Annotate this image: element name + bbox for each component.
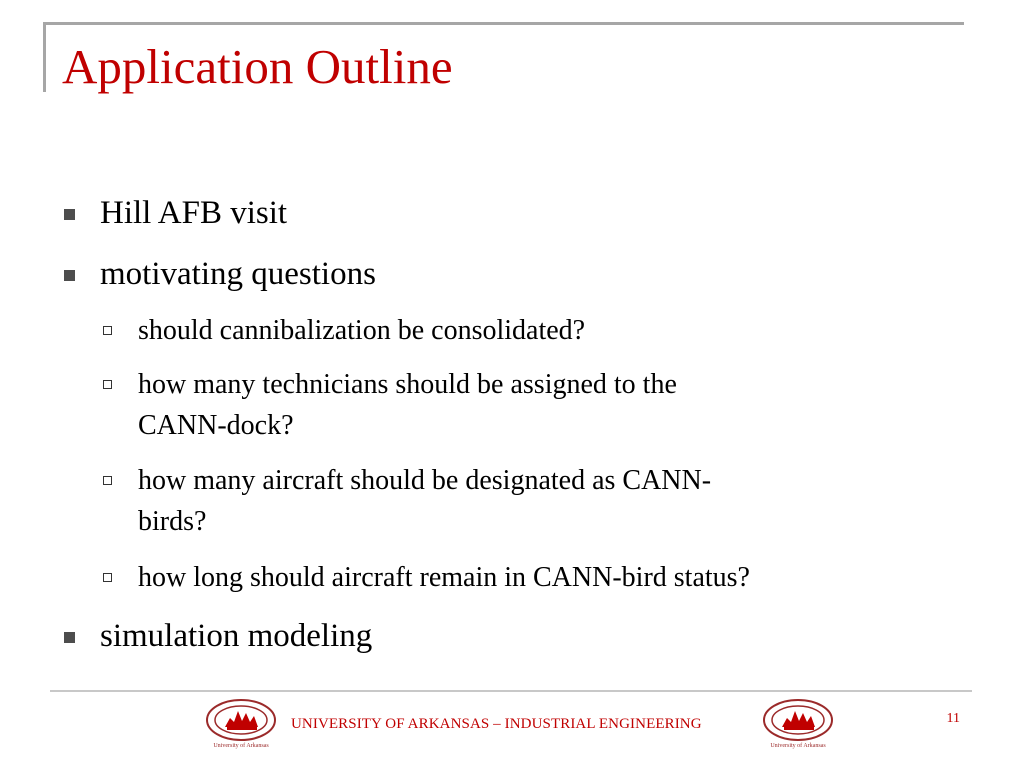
bullet-text: Hill AFB visit	[100, 195, 288, 231]
bullet-text: motivating questions	[100, 256, 376, 292]
hollow-square-bullet-icon	[103, 380, 112, 389]
hollow-square-bullet-icon	[103, 476, 112, 485]
hollow-square-bullet-icon	[103, 573, 112, 582]
sub-bullet-line: how many technicians should be assigned to the	[138, 369, 677, 400]
square-bullet-icon	[64, 209, 75, 220]
sub-bullet-line: should cannibalization be consolidated?	[138, 315, 586, 346]
logo-caption: University of Arkansas	[213, 743, 269, 749]
frame-left-line	[43, 22, 46, 92]
square-bullet-icon	[64, 270, 75, 281]
sub-bullet-item	[138, 460, 711, 542]
sub-bullet-line: how many aircraft should be designated as CANN-	[138, 465, 712, 496]
square-bullet-icon	[64, 632, 75, 643]
bullet-text: simulation modeling	[100, 618, 373, 654]
university-seal-logo-icon	[203, 694, 283, 754]
sub-bullet-line: birds?	[138, 506, 207, 537]
logo-caption: University of Arkansas	[770, 743, 826, 749]
university-seal-logo-icon	[758, 694, 838, 754]
sub-bullet-item	[138, 310, 585, 351]
sub-bullet-line: how long should aircraft remain in CANN-bird status?	[138, 562, 750, 593]
sub-bullet-item	[138, 557, 750, 598]
sub-bullet-item	[138, 364, 677, 446]
bullet-item	[100, 620, 372, 653]
hollow-square-bullet-icon	[103, 326, 112, 335]
footer-divider	[50, 690, 972, 692]
page-number: 11	[946, 711, 960, 726]
slide-title: Application Outline	[62, 39, 453, 94]
sub-bullet-line: CANN-dock?	[138, 410, 294, 441]
footer-text: UNIVERSITY OF ARKANSAS – INDUSTRIAL ENGINEERING	[291, 716, 702, 732]
bullet-item	[100, 258, 376, 291]
frame-top-line	[44, 22, 964, 25]
bullet-item	[100, 197, 287, 230]
